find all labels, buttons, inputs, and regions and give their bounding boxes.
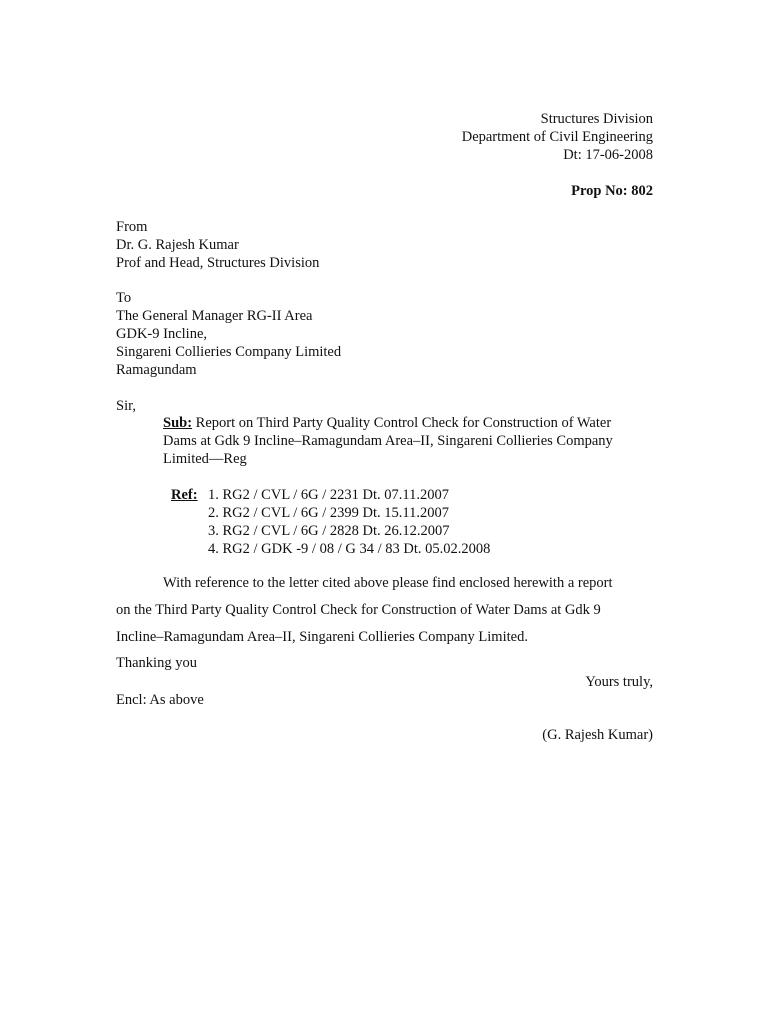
to-line-1: The General Manager RG-II Area [116,308,313,324]
prop-number: Prop No: 802 [571,183,653,199]
thanking-you: Thanking you [116,655,197,671]
enclosure-note: Encl: As above [116,692,204,708]
from-name: Dr. G. Rajesh Kumar [116,237,239,253]
header-department: Department of Civil Engineering [461,129,653,145]
subject-line-1 [163,414,611,432]
reference-item-2: 2. RG2 / CVL / 6G / 2399 Dt. 15.11.2007 [208,505,449,521]
body-line-1: With reference to the letter cited above please find enclosed herewith a report [163,575,613,591]
to-line-2: GDK-9 Incline, [116,326,208,342]
subject-line-2: Dams at Gdk 9 Incline–Ramagundam Area–II, Singareni Collieries Company [163,433,613,449]
body-line-2: on the Third Party Quality Control Check for Construction of Water Dams at Gdk 9 [116,602,601,618]
yours-truly: Yours truly, [585,674,653,690]
reference-item-1: 1. RG2 / CVL / 6G / 2231 Dt. 07.11.2007 [208,487,449,503]
salutation: Sir, [116,398,136,414]
from-title: Prof and Head, Structures Division [116,255,320,271]
to-line-4: Ramagundam [116,362,197,378]
reference-label: Ref: [171,487,198,503]
to-label: To [116,290,132,306]
subject-text-1: Report on Third Party Quality Control Check for Construction of Water [192,415,612,431]
reference-item-3: 3. RG2 / CVL / 6G / 2828 Dt. 26.12.2007 [208,523,450,539]
body-line-3: Incline–Ramagundam Area–II, Singareni Collieries Company Limited. [116,629,528,645]
subject-line-3: Limited—Reg [163,451,247,467]
from-label: From [116,219,148,235]
header-date: Dt: 17-06-2008 [563,147,653,163]
header-division: Structures Division [540,111,653,127]
reference-item-4: 4. RG2 / GDK -9 / 08 / G 34 / 83 Dt. 05.02.2008 [208,541,491,557]
signature-name: (G. Rajesh Kumar) [542,727,653,743]
to-line-3: Singareni Collieries Company Limited [116,344,342,360]
subject-label: Sub: [163,415,193,431]
